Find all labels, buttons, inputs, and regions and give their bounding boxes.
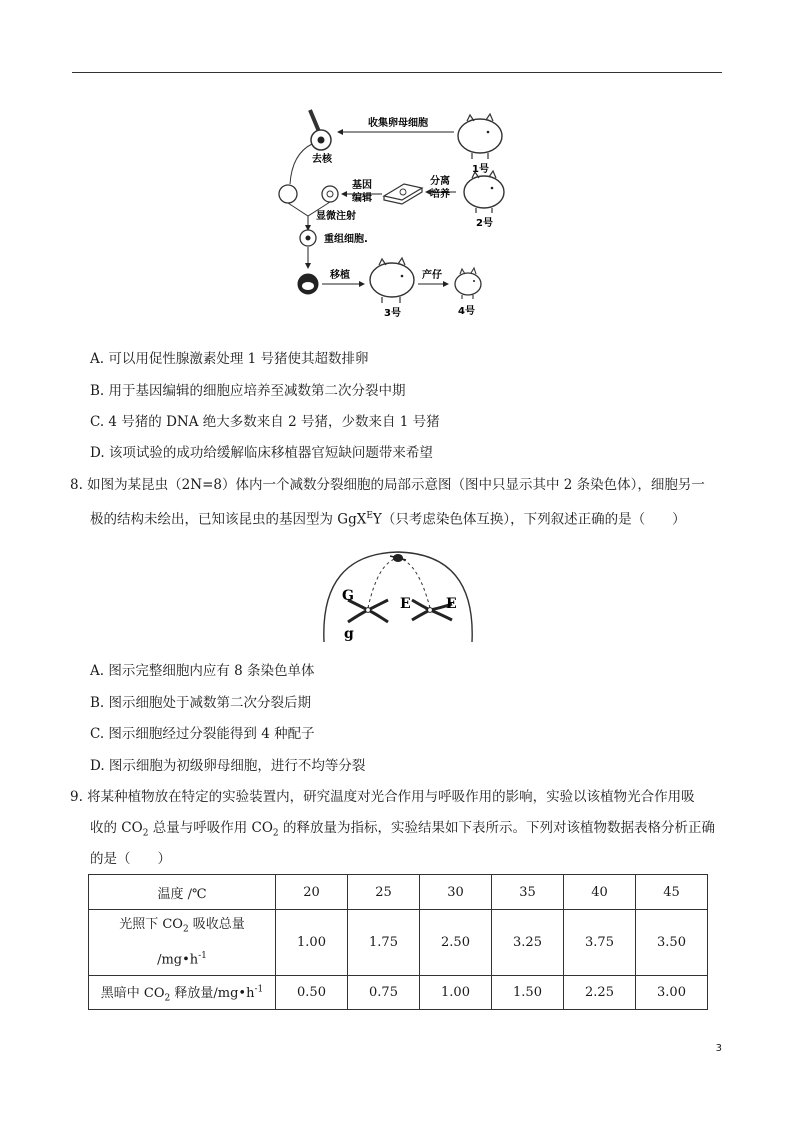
row2-label-a: 黑暗中 CO	[100, 985, 165, 1001]
row1-label-b: 吸收总量	[188, 917, 245, 933]
value-cell: 3.75	[564, 910, 636, 976]
label-recombinant: 重组细胞.	[324, 234, 368, 245]
value-cell: 3.25	[492, 910, 564, 976]
q8-option-c: C. 图示细胞经过分裂能得到 4 种配子	[90, 726, 315, 742]
table-row-light	[89, 910, 708, 976]
value-cell: 0.50	[276, 976, 348, 1010]
gene-label-E-right: E	[446, 596, 457, 612]
pig-3-icon	[370, 258, 414, 303]
q8-stem-text: 极的结构未绘出，已知该昆虫的基因型为 GgX	[90, 511, 367, 528]
row-label-light	[89, 910, 276, 976]
value-cell: 1.00	[276, 910, 348, 976]
row2-label-b: 释放量/mg•h	[170, 985, 255, 1001]
q8-superscript: E	[366, 511, 373, 521]
value-cell: 1.50	[492, 976, 564, 1010]
row1-unit-sup: -1	[198, 950, 207, 961]
pig-4-icon	[455, 268, 481, 299]
q8-option-a: A. 图示完整细胞内应有 8 条染色单体	[90, 663, 315, 679]
label-pig4: 4号	[458, 306, 475, 317]
label-edit: 编辑	[352, 193, 372, 204]
row1-unit: /mg•h	[157, 951, 199, 967]
temp-cell: 40	[564, 875, 636, 910]
pig-2-icon	[464, 171, 504, 213]
q8-stem-text-end: Y（只考虑染色体互换），下列叙述正确的是（ ）	[372, 511, 686, 528]
value-cell: 3.00	[636, 976, 708, 1010]
q9-sub-a: 2	[142, 828, 149, 839]
q9-text-a: 收的 CO	[90, 820, 143, 836]
value-cell: 1.00	[420, 976, 492, 1010]
q9-text-c: 的释放量为指标，实验结果如下表所示。下列对该植物数据表格分析正确	[278, 820, 715, 836]
gene-label-g: g	[344, 626, 354, 642]
value-cell: 0.75	[348, 976, 420, 1010]
header-rule	[72, 72, 722, 73]
value-cell: 2.50	[420, 910, 492, 976]
label-culture: 培养	[430, 189, 450, 200]
label-inject: 显微注射	[316, 211, 356, 222]
label-pig3: 3号	[384, 308, 401, 319]
label-enucleate: 去核	[312, 154, 332, 165]
row2-sub: 2	[164, 993, 171, 1004]
row2-sup: -1	[254, 984, 264, 995]
gene-label-E-left: E	[400, 596, 411, 612]
label-isolate: 分离	[430, 176, 450, 187]
q9-sub-b: 2	[272, 828, 279, 839]
page-number: 3	[715, 1043, 722, 1054]
temp-cell: 45	[636, 875, 708, 910]
chromosome-left	[348, 600, 388, 622]
gene-label-G: G	[342, 588, 354, 604]
q8-option-b: B. 图示细胞处于减数第二次分裂后期	[90, 695, 312, 711]
label-collect: 收集卵母细胞	[368, 118, 428, 129]
q8-stem-line2	[90, 507, 686, 529]
q9-data-table	[88, 874, 708, 1010]
q9-stem-line2	[90, 819, 715, 843]
temp-cell: 35	[492, 875, 564, 910]
temp-cell: 30	[420, 875, 492, 910]
q9-text-b: 总量与呼吸作用 CO	[148, 820, 273, 836]
q9-stem-line3: 的是（ ）	[90, 851, 171, 867]
table-row-dark	[89, 976, 708, 1010]
label-gene: 基因	[352, 180, 372, 191]
header-temperature: 温度 /℃	[89, 875, 276, 910]
value-cell: 1.75	[348, 910, 420, 976]
cloning-process-diagram	[272, 104, 512, 322]
temp-cell: 20	[276, 875, 348, 910]
q7-option-c: C. 4 号猪的 DNA 绝大多数来自 2 号猪，少数来自 1 号猪	[90, 414, 440, 430]
label-transplant: 移植	[330, 270, 350, 281]
temp-cell: 25	[348, 875, 420, 910]
row-label-dark	[89, 976, 276, 1010]
q7-option-a: A. 可以用促性腺激素处理 1 号猪使其超数排卵	[90, 351, 369, 367]
table-header-row	[89, 875, 708, 910]
q9-stem-line1: 9. 将某种植物放在特定的实验装置内，研究温度对光合作用与呼吸作用的影响，实验以该植物光合作用吸	[70, 789, 695, 805]
row1-label-a: 光照下 CO	[119, 917, 183, 933]
value-cell: 3.50	[636, 910, 708, 976]
q7-option-b: B. 用于基因编辑的细胞应培养至减数第二次分裂中期	[90, 383, 406, 399]
culture-dish-icon	[384, 184, 422, 204]
q7-option-d: D. 该项试验的成功给缓解临床移植器官短缺问题带来希望	[90, 445, 433, 461]
pipette-icon	[310, 110, 331, 150]
pig-1-icon	[458, 114, 502, 159]
value-cell: 2.25	[564, 976, 636, 1010]
meiosis-cell-diagram	[318, 548, 478, 644]
row1-sub: 2	[182, 924, 189, 935]
q8-stem-line1: 8. 如图为某昆虫（2N=8）体内一个减数分裂细胞的局部示意图（图中只显示其中 2 条染色体），细胞另一	[70, 477, 705, 493]
label-birth: 产仔	[422, 270, 442, 281]
q8-option-d: D. 图示细胞为初级卵母细胞，进行不均等分裂	[90, 758, 366, 774]
label-pig2: 2号	[476, 218, 493, 229]
label-pig1: 1号	[472, 164, 489, 175]
